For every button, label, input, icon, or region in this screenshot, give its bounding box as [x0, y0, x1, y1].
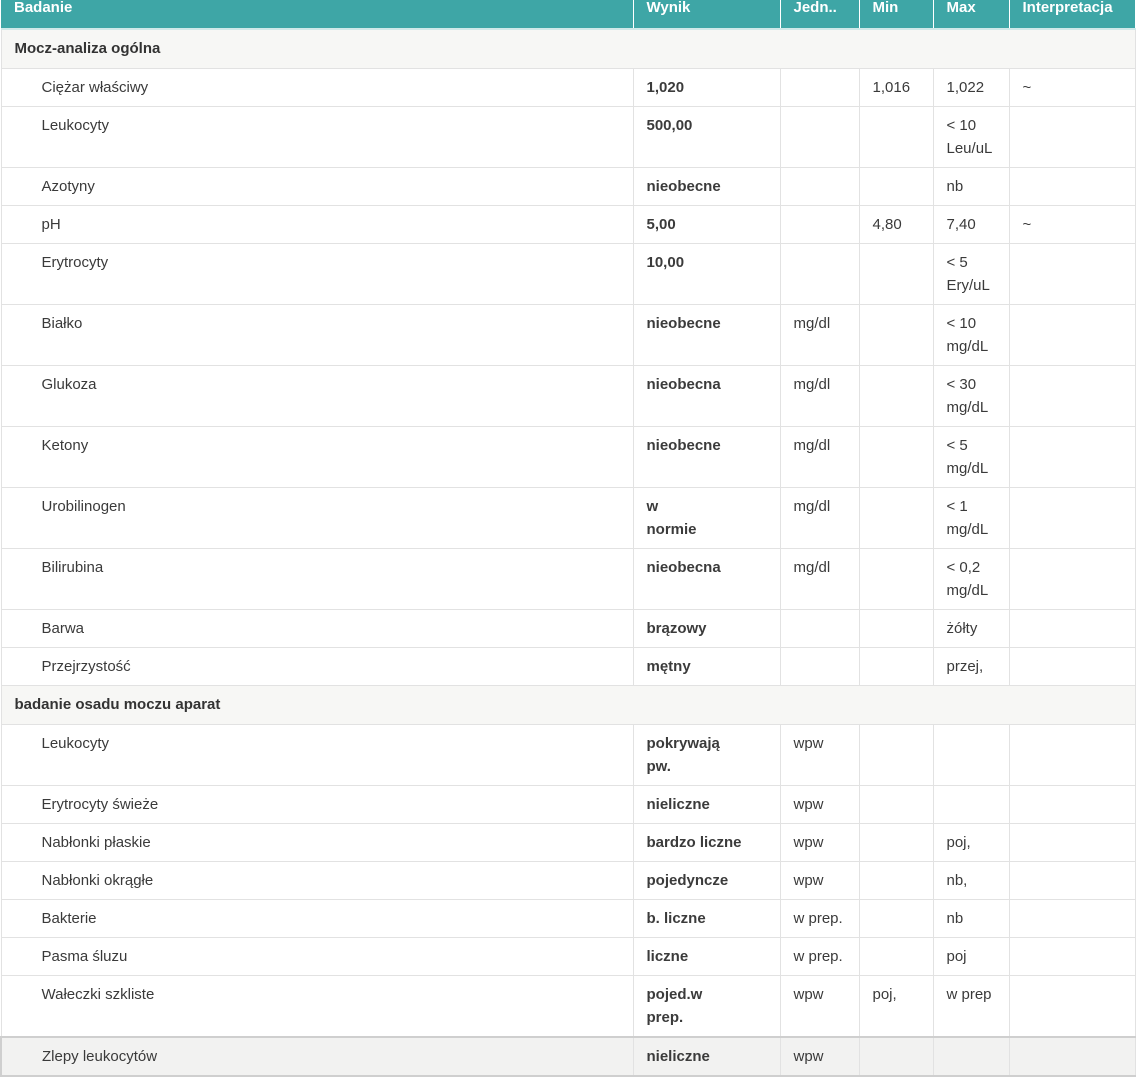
cell-min: [859, 862, 933, 900]
table-row[interactable]: [1, 107, 1135, 168]
table-row[interactable]: [1, 1037, 1135, 1076]
table-row[interactable]: [1, 168, 1135, 206]
cell-badanie: Przejrzystość: [1, 648, 633, 686]
table-row[interactable]: [1, 244, 1135, 305]
cell-max: < 10 Leu/uL: [933, 107, 1009, 168]
cell-min: [859, 786, 933, 824]
cell-max: < 0,2 mg/dL: [933, 549, 1009, 610]
cell-badanie: Erytrocyty: [1, 244, 633, 305]
cell-max: [933, 725, 1009, 786]
table-row[interactable]: [1, 610, 1135, 648]
cell-interpretacja: [1009, 648, 1135, 686]
cell-max: nb: [933, 900, 1009, 938]
cell-wynik: pokrywają pw.: [633, 725, 780, 786]
cell-jednostka: [780, 206, 859, 244]
cell-badanie: Białko: [1, 305, 633, 366]
cell-badanie: Urobilinogen: [1, 488, 633, 549]
cell-jednostka: w prep.: [780, 938, 859, 976]
cell-jednostka: mg/dl: [780, 427, 859, 488]
cell-jednostka: wpw: [780, 862, 859, 900]
cell-min: [859, 305, 933, 366]
table-row[interactable]: [1, 206, 1135, 244]
cell-badanie: Barwa: [1, 610, 633, 648]
cell-badanie: Bilirubina: [1, 549, 633, 610]
section-header-row: [1, 686, 1135, 725]
cell-min: [859, 824, 933, 862]
cell-max: [933, 1037, 1009, 1076]
cell-jednostka: [780, 648, 859, 686]
cell-interpretacja: [1009, 488, 1135, 549]
table-row[interactable]: [1, 862, 1135, 900]
cell-interpretacja: [1009, 900, 1135, 938]
table-row[interactable]: [1, 786, 1135, 824]
cell-jednostka: [780, 107, 859, 168]
cell-min: [859, 427, 933, 488]
table-row[interactable]: [1, 725, 1135, 786]
table-row[interactable]: [1, 824, 1135, 862]
cell-wynik: nieobecna: [633, 549, 780, 610]
table-row[interactable]: [1, 938, 1135, 976]
cell-max: przej,: [933, 648, 1009, 686]
cell-interpretacja: [1009, 862, 1135, 900]
cell-min: 1,016: [859, 69, 933, 107]
cell-wynik: bardzo liczne: [633, 824, 780, 862]
cell-min: [859, 107, 933, 168]
header-min[interactable]: Min: [859, 0, 933, 29]
cell-jednostka: w prep.: [780, 900, 859, 938]
cell-interpretacja: [1009, 549, 1135, 610]
table-row[interactable]: [1, 305, 1135, 366]
cell-wynik: nieobecne: [633, 305, 780, 366]
cell-badanie: Erytrocyty świeże: [1, 786, 633, 824]
table-row[interactable]: [1, 900, 1135, 938]
cell-min: [859, 1037, 933, 1076]
cell-wynik: mętny: [633, 648, 780, 686]
cell-max: < 30 mg/dL: [933, 366, 1009, 427]
cell-interpretacja: [1009, 305, 1135, 366]
cell-interpretacja: [1009, 725, 1135, 786]
cell-wynik: nieliczne: [633, 1037, 780, 1076]
cell-jednostka: wpw: [780, 824, 859, 862]
cell-min: [859, 648, 933, 686]
cell-badanie: Glukoza: [1, 366, 633, 427]
cell-wynik: pojed.w prep.: [633, 976, 780, 1038]
cell-interpretacja: [1009, 244, 1135, 305]
cell-wynik: w normie: [633, 488, 780, 549]
cell-interpretacja: ~: [1009, 69, 1135, 107]
cell-wynik: 5,00: [633, 206, 780, 244]
cell-jednostka: wpw: [780, 786, 859, 824]
cell-min: poj,: [859, 976, 933, 1038]
cell-min: [859, 488, 933, 549]
cell-interpretacja: [1009, 427, 1135, 488]
cell-min: [859, 725, 933, 786]
cell-jednostka: mg/dl: [780, 549, 859, 610]
cell-jednostka: mg/dl: [780, 305, 859, 366]
cell-badanie: Pasma śluzu: [1, 938, 633, 976]
cell-jednostka: [780, 168, 859, 206]
cell-jednostka: [780, 244, 859, 305]
cell-max: nb,: [933, 862, 1009, 900]
cell-jednostka: mg/dl: [780, 366, 859, 427]
cell-interpretacja: [1009, 610, 1135, 648]
cell-max: żółty: [933, 610, 1009, 648]
cell-wynik: nieliczne: [633, 786, 780, 824]
cell-badanie: Wałeczki szkliste: [1, 976, 633, 1038]
cell-badanie: Ketony: [1, 427, 633, 488]
table-row[interactable]: [1, 488, 1135, 549]
table-row[interactable]: [1, 427, 1135, 488]
cell-max: < 10 mg/dL: [933, 305, 1009, 366]
cell-wynik: pojedyncze: [633, 862, 780, 900]
cell-interpretacja: ~: [1009, 206, 1135, 244]
cell-min: [859, 549, 933, 610]
cell-max: 7,40: [933, 206, 1009, 244]
cell-max: < 5 mg/dL: [933, 427, 1009, 488]
header-max[interactable]: Max: [933, 0, 1009, 29]
cell-badanie: Leukocyty: [1, 107, 633, 168]
cell-interpretacja: [1009, 366, 1135, 427]
cell-wynik: 500,00: [633, 107, 780, 168]
table-row[interactable]: [1, 366, 1135, 427]
cell-min: [859, 938, 933, 976]
cell-jednostka: [780, 610, 859, 648]
table-row[interactable]: [1, 648, 1135, 686]
cell-max: poj,: [933, 824, 1009, 862]
header-wynik[interactable]: Wynik: [633, 0, 780, 29]
cell-badanie: Nabłonki płaskie: [1, 824, 633, 862]
section-title: badanie osadu moczu aparat: [1, 686, 1135, 725]
cell-badanie: Nabłonki okrągłe: [1, 862, 633, 900]
cell-jednostka: wpw: [780, 976, 859, 1038]
cell-min: [859, 168, 933, 206]
cell-max: nb: [933, 168, 1009, 206]
cell-min: [859, 900, 933, 938]
cell-badanie: Azotyny: [1, 168, 633, 206]
cell-badanie: pH: [1, 206, 633, 244]
cell-wynik: 1,020: [633, 69, 780, 107]
section-header-row: [1, 29, 1135, 69]
cell-wynik: nieobecne: [633, 168, 780, 206]
cell-min: [859, 244, 933, 305]
cell-badanie: Bakterie: [1, 900, 633, 938]
cell-min: [859, 366, 933, 427]
cell-badanie: Ciężar właściwy: [1, 69, 633, 107]
table-row[interactable]: [1, 549, 1135, 610]
cell-jednostka: wpw: [780, 725, 859, 786]
cell-interpretacja: [1009, 824, 1135, 862]
cell-badanie: Zlepy leukocytów: [1, 1037, 633, 1076]
cell-max: poj: [933, 938, 1009, 976]
cell-wynik: b. liczne: [633, 900, 780, 938]
cell-max: w prep: [933, 976, 1009, 1038]
cell-min: 4,80: [859, 206, 933, 244]
cell-interpretacja: [1009, 168, 1135, 206]
header-interpretacja[interactable]: Interpretacja: [1009, 0, 1135, 29]
cell-wynik: 10,00: [633, 244, 780, 305]
cell-jednostka: wpw: [780, 1037, 859, 1076]
section-title: Mocz-analiza ogólna: [1, 29, 1135, 69]
cell-min: [859, 610, 933, 648]
table-row[interactable]: [1, 69, 1135, 107]
cell-jednostka: mg/dl: [780, 488, 859, 549]
cell-interpretacja: [1009, 107, 1135, 168]
cell-jednostka: [780, 69, 859, 107]
cell-wynik: brązowy: [633, 610, 780, 648]
cell-interpretacja: [1009, 976, 1135, 1038]
cell-max: < 1 mg/dL: [933, 488, 1009, 549]
cell-badanie: Leukocyty: [1, 725, 633, 786]
cell-interpretacja: [1009, 1037, 1135, 1076]
cell-max: 1,022: [933, 69, 1009, 107]
cell-interpretacja: [1009, 938, 1135, 976]
cell-wynik: liczne: [633, 938, 780, 976]
header-jednostka[interactable]: Jedn..: [780, 0, 859, 29]
cell-max: [933, 786, 1009, 824]
header-badanie[interactable]: Badanie: [1, 0, 633, 29]
cell-interpretacja: [1009, 786, 1135, 824]
cell-max: < 5 Ery/uL: [933, 244, 1009, 305]
table-row[interactable]: [1, 976, 1135, 1038]
cell-wynik: nieobecna: [633, 366, 780, 427]
header-row: [1, 0, 1135, 29]
cell-wynik: nieobecne: [633, 427, 780, 488]
